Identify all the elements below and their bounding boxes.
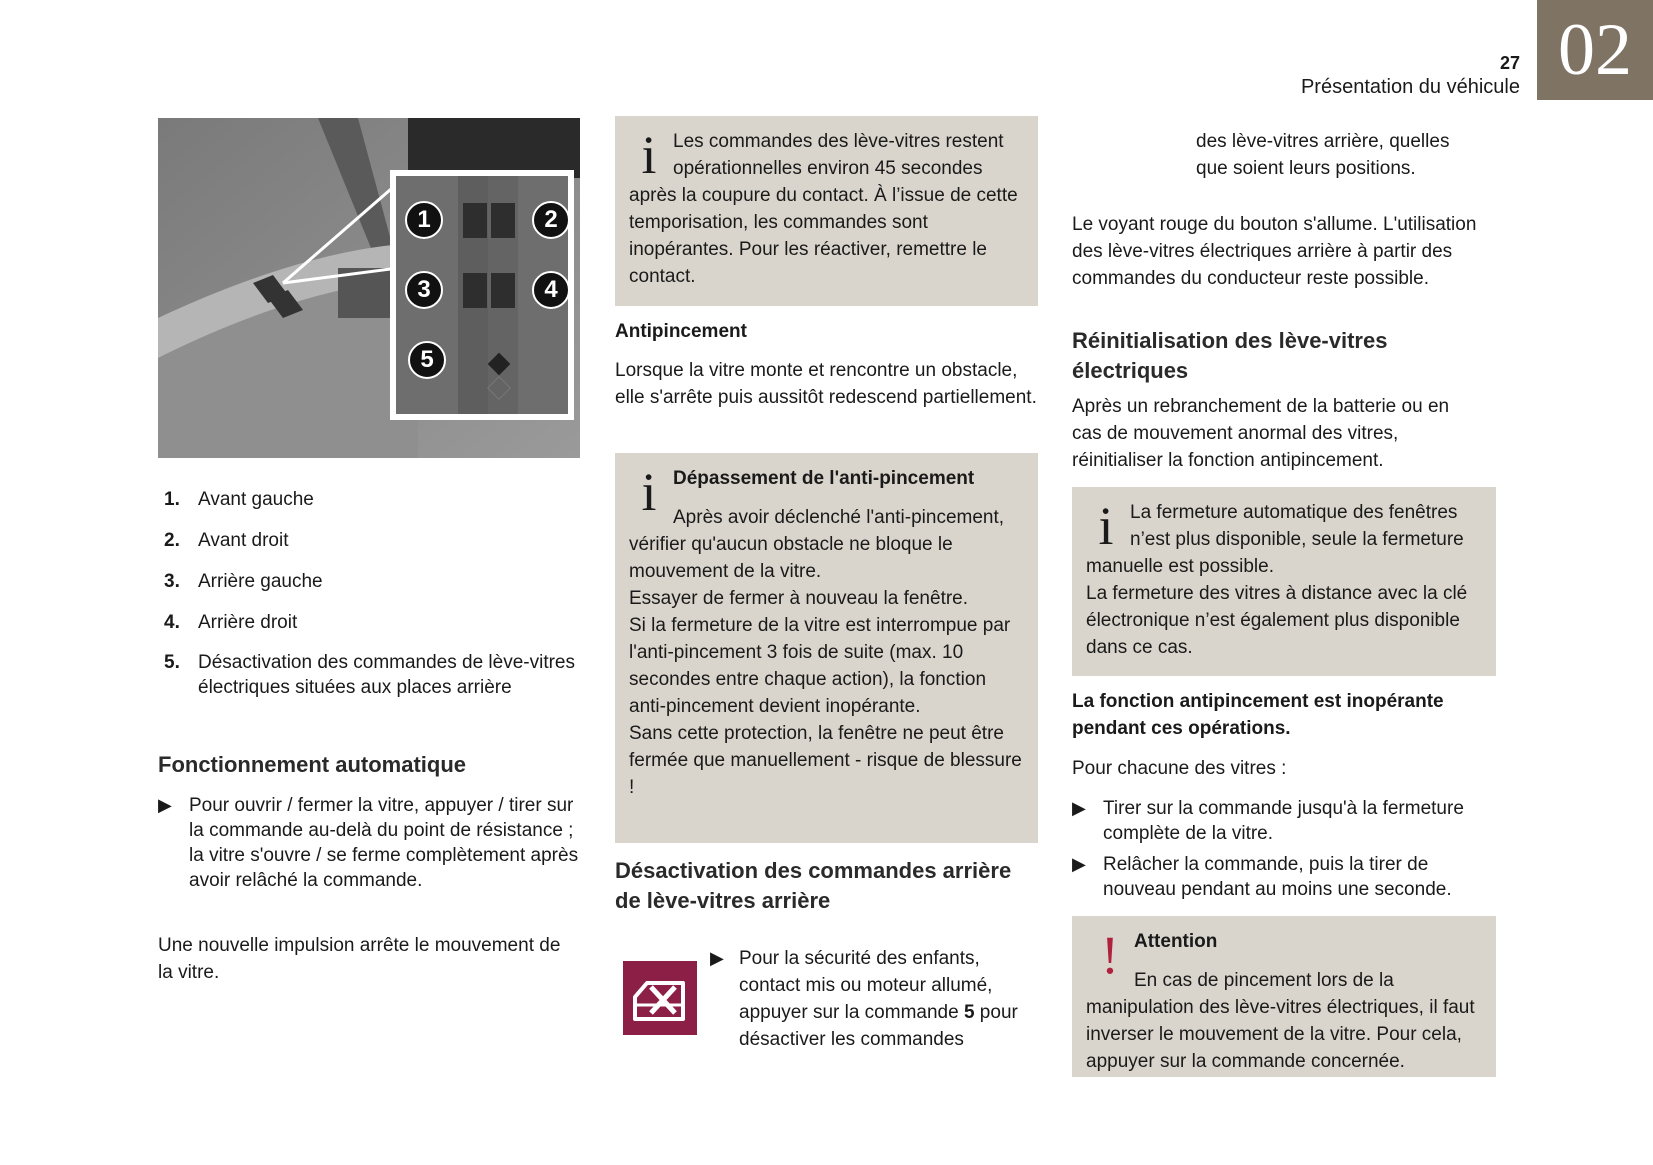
callout-3: 3 <box>405 271 443 309</box>
callout-1: 1 <box>405 201 443 239</box>
list-item: 4. Arrière droit <box>164 612 298 633</box>
list-item: 5. Désactivation des commandes de lève-vitres électriques situées aux places arrière <box>164 652 576 698</box>
bold-note: La fonction antipincement est inopérante pendant ces opérations. <box>1072 691 1444 739</box>
page-number: 27 <box>1499 53 1520 73</box>
bullet-item: ▶ Pour ouvrir / fermer la vitre, appuyer / tirer sur la commande au-delà du point de résistance ; la vitre s'ouvre / se ferme complètement après avoir relâché la commande. <box>158 795 579 891</box>
bullet-arrow-icon: ▶ <box>1072 798 1086 818</box>
info-icon: i <box>641 462 657 522</box>
paragraph: Le voyant rouge du bouton s'allume. L'utilisation des lève-vitres électriques arrière à partir des commandes du conducteur reste possible. <box>1072 214 1477 289</box>
section-title: Présentation du véhicule <box>1300 76 1520 98</box>
section-heading: Fonctionnement automatique <box>158 752 466 777</box>
controls-legend-list <box>158 486 580 714</box>
callout-4: 4 <box>532 271 570 309</box>
list-item: 1. Avant gauche <box>164 489 314 510</box>
info-box: i La fermeture automatique des fenêtres n’est plus disponible, seule la fermeture manuelle est possible. La fermeture des vitres à distance avec la clé électronique n’est également plus disponible dans ce cas. <box>1072 487 1496 676</box>
window-controls-figure <box>158 118 580 458</box>
section-heading: Désactivation des commandes arrière de lève-vitres arrière <box>615 858 1012 913</box>
paragraph: Une nouvelle impulsion arrête le mouvement de la vitre. <box>158 935 561 983</box>
bullet-arrow-icon: ▶ <box>710 948 724 968</box>
paragraph: Lorsque la vitre monte et rencontre un obstacle, elle s'arrête puis aussitôt redescend partiellement. <box>615 360 1037 408</box>
bullet-list <box>1072 796 1496 902</box>
list-item: 2. Avant droit <box>164 530 289 551</box>
attention-box: ! Attention En cas de pincement lors de la manipulation des lève-vitres électriques, il faut inverser le mouvement de la vitre. Pour cela, appuyer sur la commande concernée. <box>1072 916 1496 1077</box>
paragraph: Après un rebranchement de la batterie ou en cas de mouvement anormal des vitres, réinitialiser la fonction antipincement. <box>1072 396 1450 471</box>
bullet-item: ▶ Pour la sécurité des enfants, contact mis ou moteur allumé, appuyer sur la commande 5 pour désactiver les commandes <box>710 945 1040 1053</box>
info-icon: i <box>1098 496 1114 556</box>
paragraph: Pour chacune des vitres : <box>1072 758 1287 779</box>
list-item: 3. Arrière gauche <box>164 571 323 592</box>
callout-5: 5 <box>408 341 446 379</box>
info-box: i Dépassement de l'anti-pincement Après avoir déclenché l'anti-pincement, vérifier qu'aucun obstacle ne bloque le mouvement de la vitre. Essayer de fermer à nouveau la fenêtre. Si la fermeture de la vitre est interrompue par l'anti-pincement 3 fois de suite (max. 10 secondes entre chaque action), la fonction anti-pincement devient inopérante. Sans cette protection, la fenêtre ne peut être fermée que manuellement - risque de blessure ! <box>615 453 1038 843</box>
info-box: i Les commandes des lève-vitres restent opérationnelles environ 45 secondes après la coupure du contact. À l’issue de cette temporisation, les commandes sont inopérantes. Pour les réactiver, remettre le contact. <box>615 116 1038 306</box>
info-icon: i <box>641 125 657 185</box>
bullet-item: ▶ Tirer sur la commande jusqu'à la fermeture complète de la vitre. <box>1072 798 1464 844</box>
rear-window-lock-icon <box>623 961 697 1035</box>
sub-heading: Antipincement <box>615 321 747 342</box>
paragraph-continuation: des lève-vitres arrière, quelles que soient leurs positions. <box>1196 131 1450 179</box>
bullet-arrow-icon: ▶ <box>1072 854 1086 874</box>
warning-exclamation-icon: ! <box>1101 925 1119 985</box>
section-heading: Réinitialisation des lève-vitres électriques <box>1072 328 1388 383</box>
bullet-arrow-icon: ▶ <box>158 795 172 815</box>
callout-2: 2 <box>532 201 570 239</box>
bullet-item: ▶ Relâcher la commande, puis la tirer de nouveau pendant au moins une seconde. <box>1072 854 1452 900</box>
chapter-number: 02 <box>1537 0 1653 100</box>
